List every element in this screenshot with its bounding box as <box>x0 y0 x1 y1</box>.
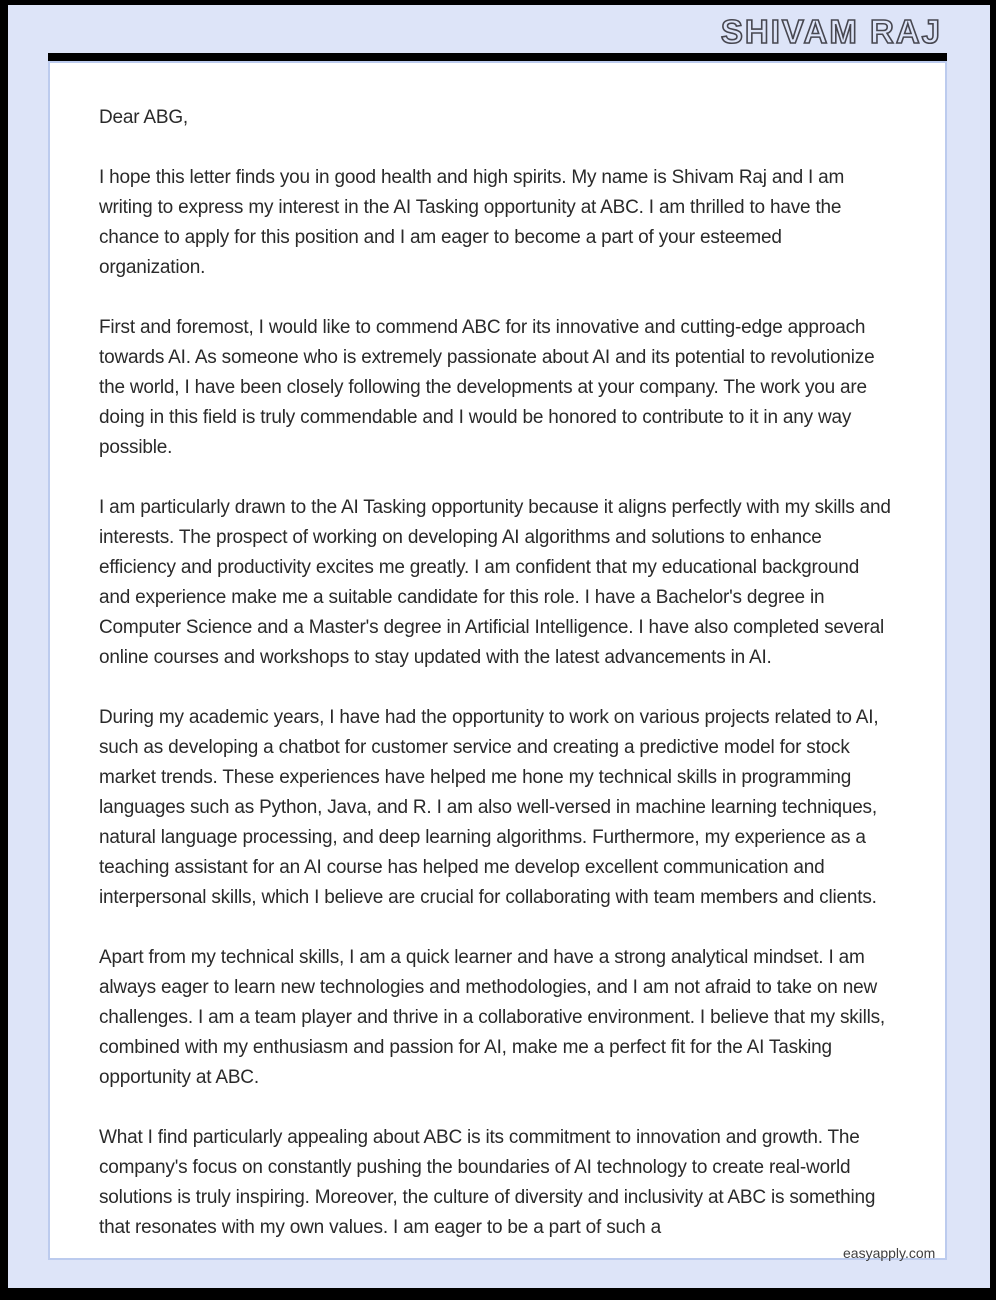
letter-sheet <box>48 61 947 1260</box>
letter-paragraph: First and foremost, I would like to commend ABC for its innovative and cutting-edge approach towards AI. As someone who is extremely passionate about AI and its potential to revolutionize the world, I have been closely following the developments at your company. The work you are doing in this field is truly commendable and I would be honored to contribute to it in any way possible. <box>99 317 875 458</box>
letter-paragraph: Apart from my technical skills, I am a quick learner and have a strong analytical mindset. I am always eager to learn new technologies and methodologies, and I am not afraid to take on new challenges. I am a team player and thrive in a collaborative environment. I believe that my skills, combined with my enthusiasm and passion for AI, make me a perfect fit for the AI Tasking opportunity at ABC. <box>99 947 885 1088</box>
salutation: Dear ABG, <box>99 107 189 128</box>
letter-paragraphs <box>99 163 891 1243</box>
letter-body <box>99 103 891 1243</box>
letter-paragraph: I hope this letter finds you in good health and high spirits. My name is Shivam Raj and I am writing to express my interest in the AI Tasking opportunity at ABC. I am thrilled to have the chance to apply for this position and I am eager to become a part of your esteemed organization. <box>99 167 845 278</box>
letter-paragraph: What I find particularly appealing about ABC is its commitment to innovation and growth. The company's focus on constantly pushing the boundaries of AI technology to create real-world solutions is truly inspiring. Moreover, the culture of diversity and inclusivity at ABC is something that resonates with my own values. I am eager to be a part of such a <box>99 1127 876 1238</box>
author-name-heading: SHIVAM RAJ <box>720 13 942 50</box>
letter-paragraph: During my academic years, I have had the opportunity to work on various projects related to AI, such as developing a chatbot for customer service and creating a predictive model for stock market trends. These experiences have helped me hone my technical skills in programming languages such as Python, Java, and R. I am also well-versed in machine learning techniques, natural language processing, and deep learning algorithms. Furthermore, my experience as a teaching assistant for an AI course has helped me develop excellent communication and interpersonal skills, which I believe are crucial for collaborating with team members and clients. <box>99 707 879 908</box>
letter-paragraph: I am particularly drawn to the AI Tasking opportunity because it aligns perfectly with my skills and interests. The prospect of working on developing AI algorithms and solutions to enhance efficiency and productivity excites me greatly. I am confident that my educational background and experience make me a suitable candidate for this role. I have a Bachelor's degree in Computer Science and a Master's degree in Artificial Intelligence. I have also completed several online courses and workshops to stay updated with the latest advancements in AI. <box>99 497 891 668</box>
watermark: easyapply.com <box>843 1245 936 1261</box>
